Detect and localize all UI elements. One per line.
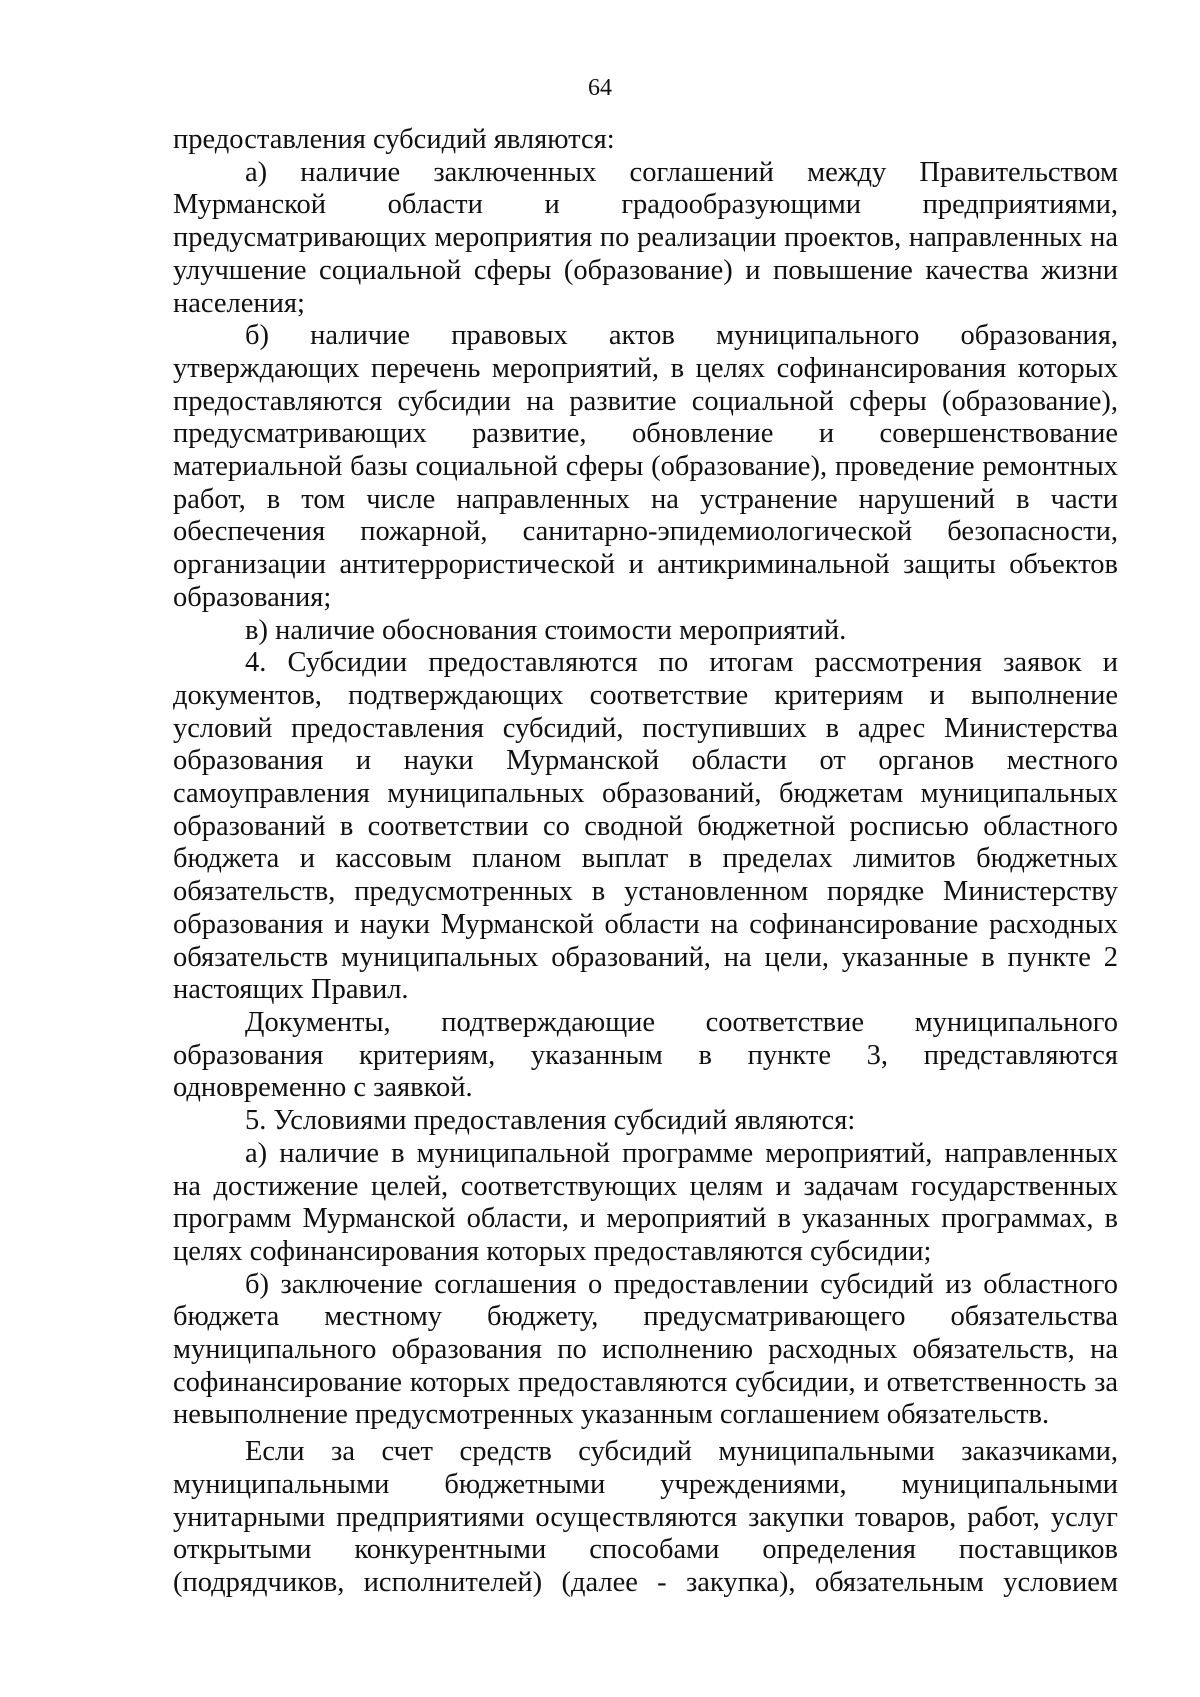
paragraph-documents: Документы, подтверждающие соответствие муниципального образования критериям, указанным в пункте 3, представляются одновременно с заявкой. [173,1006,1118,1104]
document-body [173,124,1118,1600]
paragraph-clause-5-item-a: а) наличие в муниципальной программе мероприятий, направленных на достижение целей, соответствующих целям и задачам государственных программ Мурманской области, и мероприятий в указанных программах, в целях софинансирования которых предоставляются субсидии; [173,1137,1118,1267]
paragraph-clause-5: 5. Условиями предоставления субсидий являются: [245,1105,856,1137]
paragraph-item-a-agreements: а) наличие заключенных соглашений между Правительством Мурманской области и градообразующими предприятиями, предусматривающих мероприятия по реализации проектов, направленных на улучшение социальной сферы (образование) и повышение качества жизни населения; [173,156,1118,319]
page-number: 64 [588,75,612,101]
paragraph-continuation: предоставления субсидий являются: [173,124,615,155]
paragraph-clause-5-item-b: б) заключение соглашения о предоставлении субсидий из областного бюджета местному бюджету, предусматривающего обязательства муниципального образования по исполнению расходных обязательств, на софинансирование которых предоставляются субсидии, и ответственность за невыполнение предусмотренных указанным соглашением обязательств. [173,1268,1118,1431]
paragraph-item-b-legal-acts: б) наличие правовых актов муниципального образования, утверждающих перечень мероприятий, в целях софинансирования которых предоставляются субсидии на развитие социальной сферы (образование), предусматривающих развитие, обновление и совершенствование материальной базы социальной сферы (образование), проведение ремонтных работ, в том числе направленных на устранение нарушений в части обеспечения пожарной, санитарно-эпидемиологической безопасности, организации антитеррористической и антикриминальной защиты объектов образования; [173,320,1118,613]
paragraph-procurement: Если за счет средств субсидий муниципальными заказчиками, муниципальными бюджетными учреждениями, муниципальными унитарными предприятиями осуществляются закупки товаров, работ, услуг открытыми конкурентными способами определения поставщиков (подрядчиков, исполнителей) (далее - закупка), обязательным условием [173,1436,1118,1598]
paragraph-clause-4: 4. Субсидии предоставляются по итогам рассмотрения заявок и документов, подтверждающих соответствие критериям и выполнение условий предоставления субсидий, поступивших в адрес Министерства образования и науки Мурманской области от органов местного самоуправления муниципальных образований, бюджетам муниципальных образований в соответствии со сводной бюджетной росписью областного бюджета и кассовым планом выплат в пределах лимитов бюджетных обязательств, предусмотренных в установленном порядке Министерству образования и науки Мурманской области на софинансирование расходных обязательств муниципальных образований, на цели, указанные в пункте 2 настоящих Правил. [173,647,1118,1006]
paragraph-item-v-cost-justification: в) наличие обоснования стоимости мероприятий. [245,614,847,646]
